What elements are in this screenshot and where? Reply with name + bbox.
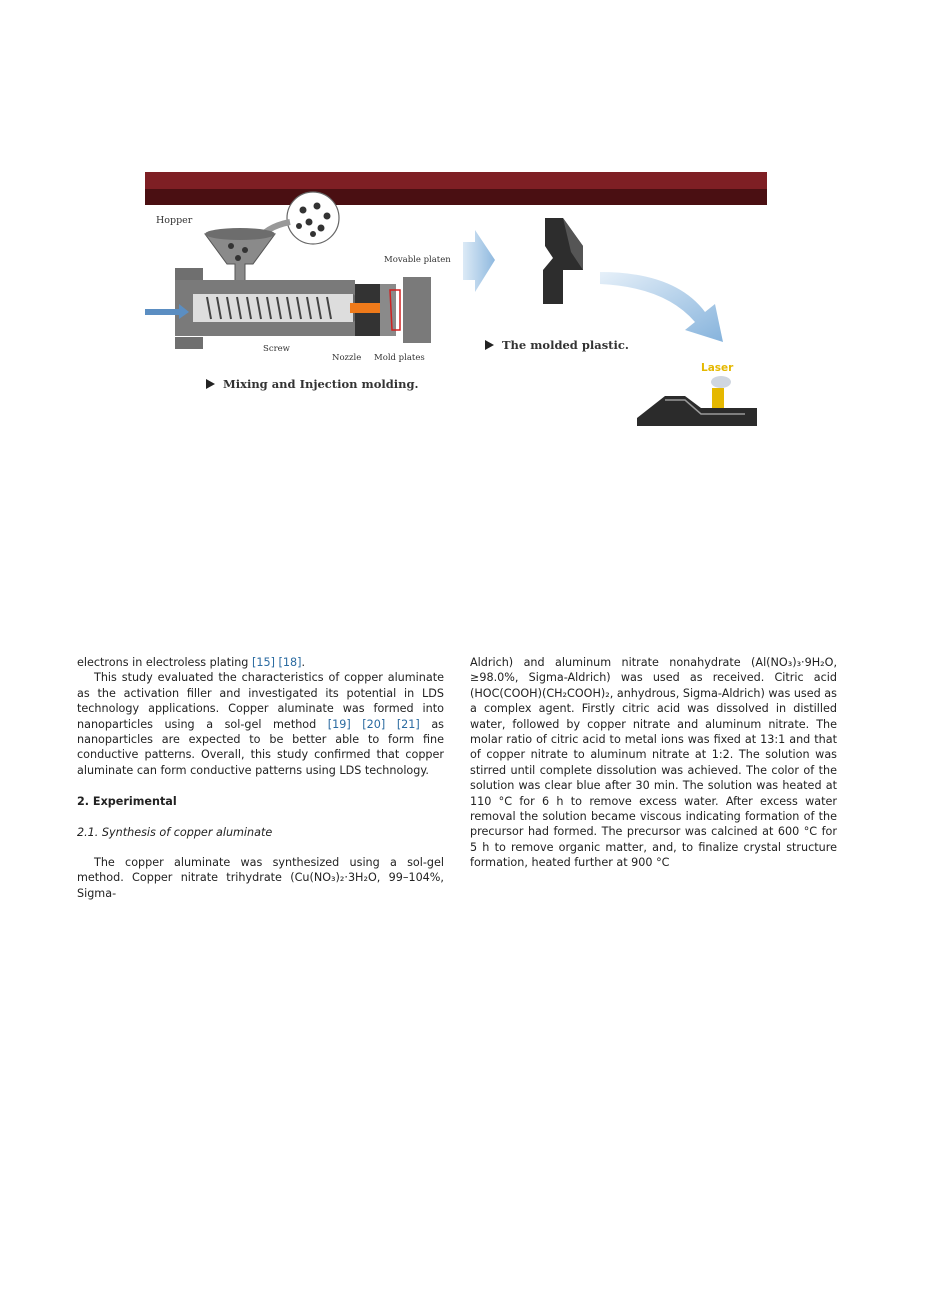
left-column bbox=[77, 655, 444, 901]
hopper-label: Hopper bbox=[156, 215, 193, 226]
laser-label: Laser bbox=[701, 362, 734, 374]
citation-link[interactable]: [15] bbox=[251, 656, 275, 669]
barrel-icon bbox=[175, 268, 431, 349]
citation-link[interactable]: [21] bbox=[396, 717, 420, 731]
play-bullet-icon bbox=[206, 379, 215, 389]
mold-plates-label: Mold plates bbox=[374, 353, 425, 363]
hopper-icon bbox=[205, 228, 275, 282]
citation-link[interactable]: [19] bbox=[327, 717, 351, 731]
process-figure bbox=[145, 172, 767, 426]
banner-bottom bbox=[145, 189, 767, 205]
laser-workpiece-icon bbox=[637, 396, 757, 426]
right-column bbox=[470, 655, 837, 871]
citation-link[interactable]: [20] bbox=[362, 717, 386, 731]
section-heading: 2. Experimental bbox=[77, 795, 177, 809]
paragraph: Aldrich) and aluminum nitrate nonahydrate (Al(NO₃)₃·9H₂O, ≥98.0%, Sigma-Aldrich) was used as received. Citric acid (HOC(COOH)(CH₂COOH)₂, anhydrous, Sigma-Aldrich) was used as a complex agent. Firstly citric acid was dissolved in distilled water, followed by copper nitrate and aluminum nitrate. The molar ratio of citric acid to metal ions was fixed at 13:1 and that of copper nitrate to aluminum nitrate at 1:2. The solution was stirred until complete dissolution was achieved. The color of the solution was clear blue after 30 min. The solution was heated at 110 °C for 6 h to remove excess water. After excess water removal the solution became viscous indicating formation of the precursor had formed. The precursor was calcined at 600 °C for 5 h to remove organic matter, and, to finalize crystal structure formation, heated further at 900 °C bbox=[470, 656, 837, 870]
screw-label: Screw bbox=[263, 344, 290, 354]
movable-platen-label: Movable platen bbox=[384, 255, 451, 265]
molded-plastic-icon bbox=[543, 218, 583, 304]
curved-arrow-icon bbox=[600, 272, 723, 342]
subsection-heading: 2.1. Synthesis of copper aluminate bbox=[77, 825, 273, 839]
play-bullet-icon bbox=[485, 340, 494, 350]
nozzle-label: Nozzle bbox=[332, 353, 362, 363]
paragraph: The copper aluminate was synthesized using a sol-gel method. Copper nitrate trihydrate (Cu(NO₃)₂·3H₂O, 99–104%, Sigma- bbox=[77, 856, 444, 900]
citation-link[interactable]: [18] bbox=[278, 656, 302, 669]
paragraph: This study evaluated the characteristics of copper aluminate as the activation filler and investigated its potential in LDS technology applications. Copper aluminate was formed into nanoparticles using a sol-gel method [19] [20] [21] as nanoparticles are expected to be better able to form fine conductive patterns. Overall, this study confirmed that copper aluminate can form conductive patterns using LDS technology. bbox=[77, 671, 445, 777]
molded-caption: The molded plastic. bbox=[502, 338, 629, 352]
injection-molding-diagram bbox=[145, 172, 767, 426]
paragraph: electrons in electroless plating [15] [18]. bbox=[77, 656, 306, 669]
mixing-caption: Mixing and Injection molding. bbox=[223, 377, 419, 391]
flow-arrow-icon bbox=[463, 230, 495, 292]
banner-top bbox=[145, 172, 767, 189]
